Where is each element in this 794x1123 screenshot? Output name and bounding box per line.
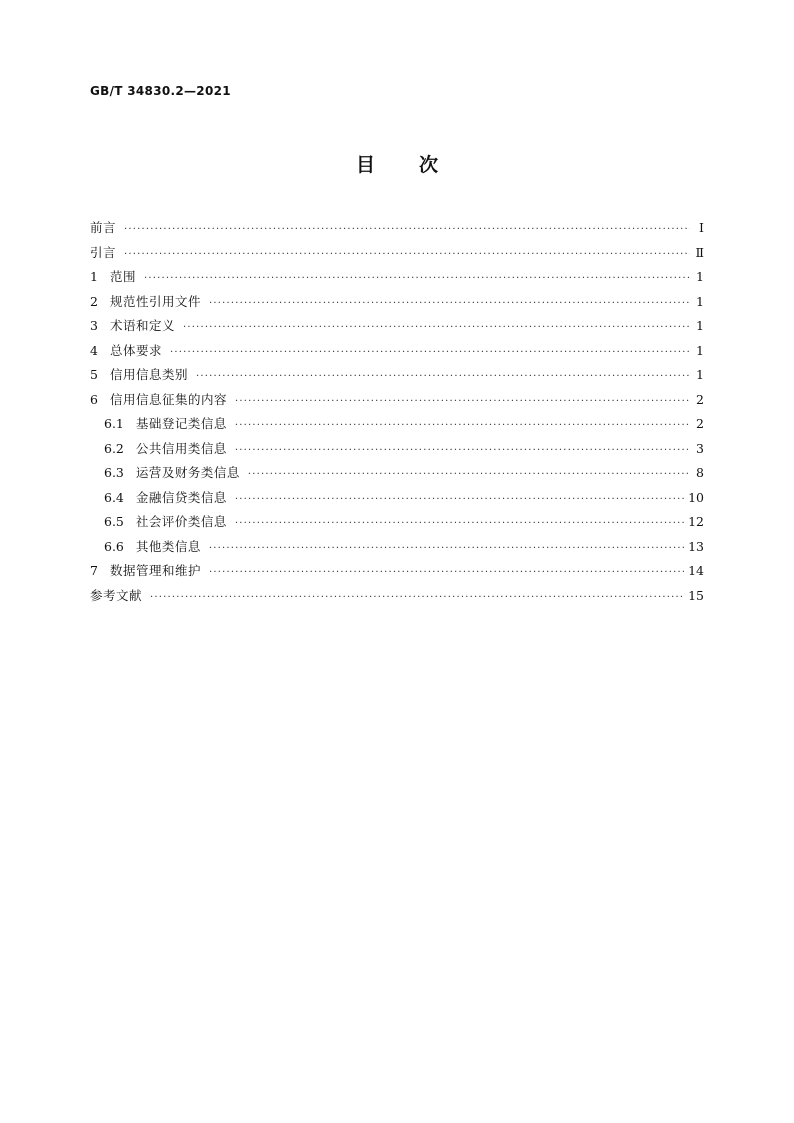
toc-dot-leader — [170, 341, 690, 366]
toc-entry-label: 金融信贷类信息 — [135, 489, 227, 505]
toc-dot-leader — [209, 561, 684, 586]
toc-entry-page: Ⅰ — [699, 220, 704, 235]
toc-entry-number: 6.3 — [104, 465, 124, 480]
toc-entry-label: 数据管理和维护 — [109, 563, 201, 578]
toc-entry[interactable] — [90, 290, 704, 315]
toc-dot-leader — [144, 267, 690, 292]
toc-entry-number: 4 — [90, 342, 98, 358]
toc-dot-leader — [150, 586, 684, 611]
toc-entry[interactable] — [90, 241, 704, 266]
toc-entry[interactable] — [90, 265, 704, 290]
toc-entry-number: 6.6 — [104, 538, 124, 554]
toc-entry-page: 8 — [696, 465, 704, 480]
toc-entry[interactable] — [90, 559, 704, 584]
toc-dot-leader — [196, 365, 690, 390]
toc-entry-page: 2 — [696, 416, 704, 431]
toc-entry-label: 运营及财务类信息 — [135, 465, 240, 480]
toc-entry-label: 信用信息征集的内容 — [109, 391, 227, 407]
toc-entry-label: 规范性引用文件 — [109, 293, 201, 309]
toc-entry-page: 1 — [696, 367, 704, 382]
toc-dot-leader — [235, 414, 690, 439]
toc-entry-label: 术语和定义 — [109, 318, 175, 333]
toc-entry-number: 6.2 — [104, 440, 124, 456]
toc-entry[interactable] — [90, 339, 704, 364]
toc-entry-page: 1 — [696, 318, 704, 333]
toc-entry-page: 1 — [696, 342, 704, 358]
toc-entry-label: 社会评价类信息 — [135, 514, 227, 529]
toc-dot-leader — [235, 439, 690, 464]
toc-entry-page: 13 — [688, 538, 704, 554]
toc-dot-leader — [124, 218, 690, 243]
toc-entry-label: 总体要求 — [109, 342, 162, 358]
toc-dot-leader — [209, 292, 690, 317]
toc-entry[interactable] — [90, 437, 704, 462]
toc-entry-page: 14 — [688, 563, 704, 578]
toc-entry-page: 3 — [696, 440, 704, 456]
toc-entry-page: 12 — [688, 514, 704, 529]
toc-entry[interactable] — [90, 461, 704, 486]
toc-entry-number: 6 — [90, 391, 98, 407]
toc-dot-leader — [209, 537, 684, 562]
title-char-1: 目 — [355, 154, 375, 176]
toc-entry[interactable] — [90, 486, 704, 511]
toc-entry-page: 10 — [688, 489, 704, 505]
toc-entry[interactable] — [90, 535, 704, 560]
toc-entry-page: 15 — [688, 587, 704, 603]
toc-entry-number: 7 — [90, 563, 98, 578]
toc-entry[interactable] — [90, 216, 704, 241]
toc-entry-label: 基础登记类信息 — [135, 416, 227, 431]
toc-entry[interactable] — [90, 314, 704, 339]
toc-entry-label: 其他类信息 — [135, 538, 201, 554]
toc-entry-label: 范围 — [109, 269, 136, 284]
toc-entry-page: 1 — [696, 293, 704, 309]
toc-entry-label: 引言 — [90, 244, 117, 260]
title-char-2: 次 — [419, 154, 439, 176]
toc-entry-label: 信用信息类别 — [109, 367, 188, 382]
toc-entry-number: 6.4 — [104, 489, 124, 505]
toc-entry[interactable] — [90, 510, 704, 535]
toc-entry-number: 6.1 — [104, 416, 124, 431]
table-of-contents — [90, 216, 704, 608]
toc-entry-number: 6.5 — [104, 514, 124, 529]
toc-entry-number: 2 — [90, 293, 98, 309]
page-title — [0, 150, 794, 177]
toc-entry-number: 5 — [90, 367, 98, 382]
toc-entry-number: 3 — [90, 318, 98, 333]
toc-entry-page: 1 — [696, 269, 704, 284]
toc-entry-label: 公共信用类信息 — [135, 440, 227, 456]
toc-entry-page: Ⅱ — [695, 244, 704, 260]
toc-dot-leader — [248, 463, 690, 488]
toc-entry-label: 前言 — [90, 220, 117, 235]
toc-dot-leader — [124, 243, 690, 268]
toc-dot-leader — [235, 512, 684, 537]
toc-entry-number: 1 — [90, 269, 98, 284]
toc-entry-label: 参考文献 — [90, 587, 143, 603]
toc-entry[interactable] — [90, 584, 704, 609]
toc-entry[interactable] — [90, 412, 704, 437]
toc-dot-leader — [183, 316, 690, 341]
toc-entry[interactable] — [90, 363, 704, 388]
toc-dot-leader — [235, 488, 684, 513]
toc-entry[interactable] — [90, 388, 704, 413]
standard-code-header: GB/T 34830.2—2021 — [90, 84, 231, 98]
toc-dot-leader — [235, 390, 690, 415]
toc-entry-page: 2 — [696, 391, 704, 407]
